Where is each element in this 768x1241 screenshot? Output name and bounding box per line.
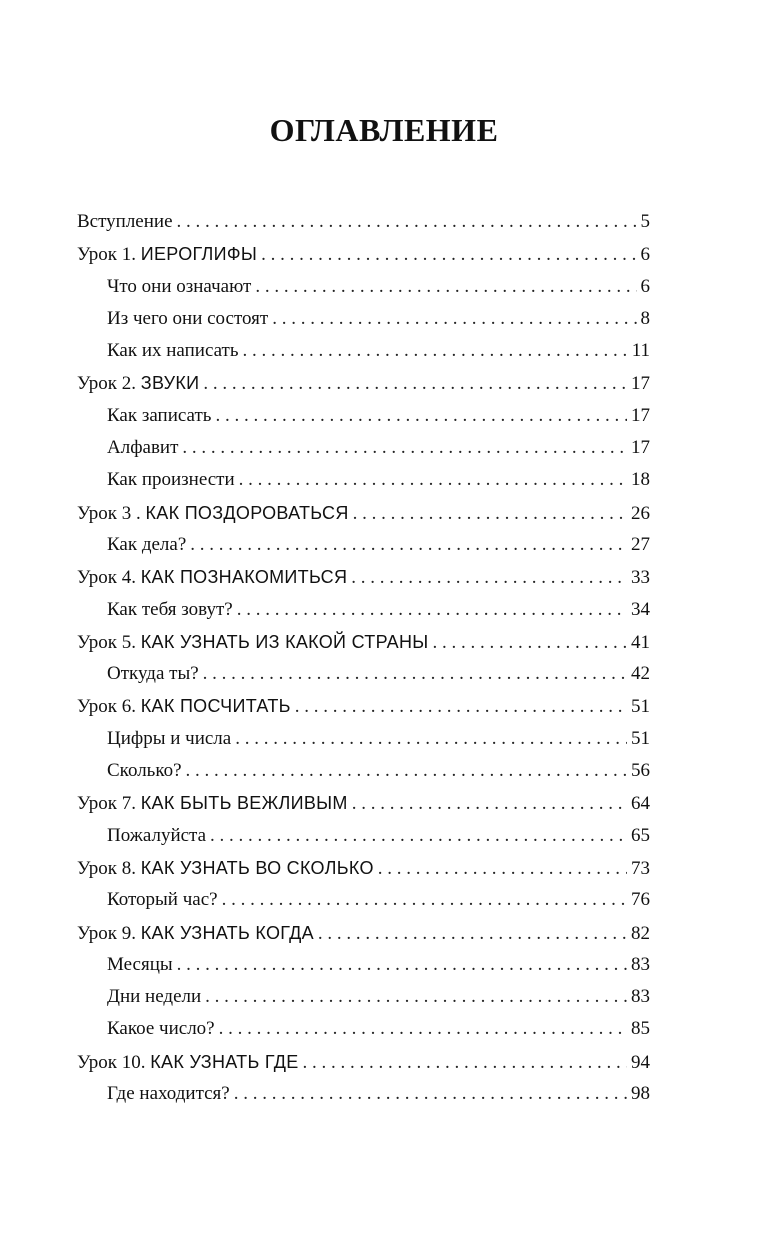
toc-entry-label (107, 335, 239, 367)
dot-leader (215, 400, 627, 432)
toc-entry-label (107, 820, 206, 852)
toc-entry[interactable] (0, 626, 768, 658)
dot-leader (295, 691, 627, 723)
toc-entry-label (107, 981, 201, 1013)
dot-leader (353, 498, 627, 530)
toc-subentry[interactable] (0, 658, 768, 690)
toc-entry-prefix: Урок 10. (77, 1051, 151, 1073)
toc-entry-label (107, 529, 186, 561)
toc-page-number: 41 (631, 631, 650, 653)
toc-page-number: 33 (631, 567, 650, 589)
toc-subentry[interactable] (0, 303, 768, 335)
dot-leader (255, 271, 636, 303)
toc-subentry[interactable] (0, 1078, 768, 1110)
dot-leader (190, 529, 627, 561)
toc-entry-label (77, 367, 199, 400)
toc-entry-label (107, 1078, 230, 1110)
toc-page-number: 6 (640, 275, 650, 297)
toc-page-number: 8 (640, 307, 650, 329)
toc-subentry[interactable] (0, 820, 768, 852)
toc-entry-label (107, 755, 182, 787)
toc-entry[interactable] (0, 1046, 768, 1078)
toc-entry-prefix: Урок 8. (77, 857, 141, 879)
toc-entry-title: КАК УЗНАТЬ ВО СКОЛЬКО (140, 857, 374, 878)
toc-entry-title: КАК ПОЗДОРОВАТЬСЯ (145, 502, 349, 523)
toc-entry-prefix: Как их написать (107, 340, 239, 362)
dot-leader (182, 432, 627, 464)
toc-entry-label (107, 303, 268, 335)
toc-entry[interactable] (0, 561, 768, 593)
toc-entry-prefix: Где находится? (107, 1083, 230, 1105)
toc-page-number: 82 (631, 922, 650, 944)
toc-subentry[interactable] (0, 981, 768, 1013)
dot-leader (177, 206, 637, 238)
dot-leader (261, 239, 636, 271)
dot-leader (219, 1013, 627, 1045)
toc-entry-label (77, 787, 348, 820)
toc-entry[interactable] (0, 497, 768, 529)
dot-leader (203, 658, 627, 690)
toc-entry[interactable] (0, 238, 768, 270)
toc-entry-title: КАК БЫТЬ ВЕЖЛИВЫМ (140, 793, 348, 814)
toc-entry-prefix: Урок 7. (77, 793, 141, 815)
toc-page-number: 18 (631, 469, 650, 491)
toc-entry-prefix: Дни недели (107, 986, 202, 1008)
toc-page-number: 83 (631, 986, 650, 1008)
toc-page-number: 27 (631, 533, 650, 555)
toc-entry-title: ИЕРОГЛИФЫ (140, 244, 258, 265)
toc-entry[interactable] (0, 852, 768, 884)
toc-page-number: 76 (631, 889, 650, 911)
dot-leader (351, 562, 627, 594)
toc-entry-prefix: Урок 5. (77, 631, 141, 653)
page-title: ОГЛАВЛЕНИЕ (269, 112, 499, 148)
toc-entry-label (77, 561, 347, 594)
dot-leader (318, 918, 627, 950)
dot-leader (272, 303, 636, 335)
dot-leader (243, 335, 628, 367)
toc-entry-label (77, 206, 173, 238)
toc-entry-label (107, 594, 233, 626)
toc-entry[interactable] (0, 917, 768, 949)
toc-entry-prefix: Как записать (107, 404, 212, 426)
toc-subentry[interactable] (0, 335, 768, 367)
dot-leader (222, 884, 627, 916)
toc-page-number: 6 (640, 244, 650, 266)
toc-entry-prefix: Из чего они состоят (107, 307, 269, 329)
toc-entry-label (77, 1046, 299, 1079)
toc-entry-label (77, 852, 374, 885)
toc-entry[interactable] (0, 206, 768, 238)
toc-entry-prefix: Цифры и числа (107, 727, 232, 749)
toc-page-number: 51 (631, 696, 650, 718)
toc-subentry[interactable] (0, 1013, 768, 1045)
toc-subentry[interactable] (0, 949, 768, 981)
toc-page-number: 98 (631, 1083, 650, 1105)
toc-entry-prefix: Пожалуйста (107, 824, 207, 846)
toc-subentry[interactable] (0, 723, 768, 755)
toc-entry-prefix: Урок 9. (77, 922, 141, 944)
dot-leader (235, 723, 627, 755)
toc-entry-label (107, 432, 178, 464)
toc-page-number: 94 (631, 1051, 650, 1073)
toc-entry-prefix: Как тебя зовут? (107, 598, 233, 620)
toc-entry-label (107, 1013, 215, 1045)
toc-entry-prefix: Сколько? (107, 760, 182, 782)
toc-page-number: 34 (631, 598, 650, 620)
toc-entry-prefix: Урок 4. (77, 567, 141, 589)
dot-leader (352, 788, 627, 820)
toc-entry-title: ЗВУКИ (140, 373, 200, 394)
dot-leader (234, 1078, 627, 1110)
toc-entry-title: КАК УЗНАТЬ ГДЕ (150, 1051, 299, 1072)
toc-entry-label (77, 238, 257, 271)
toc-entry-prefix: Алфавит (107, 437, 179, 459)
toc-subentry[interactable] (0, 464, 768, 496)
toc-subentry[interactable] (0, 432, 768, 464)
toc-entry-prefix: Как произнести (107, 469, 235, 491)
toc-entry-prefix: Откуда ты? (107, 663, 199, 685)
toc-page-number: 56 (631, 760, 650, 782)
toc-entry-title: КАК УЗНАТЬ КОГДА (140, 922, 314, 943)
toc-subentry[interactable] (0, 400, 768, 432)
toc-page-number: 83 (631, 953, 650, 975)
toc-entry-prefix: Как дела? (107, 533, 187, 555)
toc-entry-label (77, 497, 349, 530)
toc-entry-label (77, 690, 291, 723)
toc-entry-label (107, 884, 218, 916)
toc-page-number: 11 (631, 340, 650, 362)
dot-leader (203, 368, 627, 400)
toc-entry-label (107, 464, 235, 496)
toc-entry-label (107, 400, 211, 432)
toc-subentry[interactable] (0, 755, 768, 787)
toc-entry[interactable] (0, 787, 768, 819)
toc-page-number: 73 (631, 857, 650, 879)
dot-leader (303, 1047, 627, 1079)
toc-subentry[interactable] (0, 529, 768, 561)
toc-entry-prefix: Который час? (107, 889, 218, 911)
toc-entry-label (77, 626, 429, 659)
toc-entry-label (107, 949, 173, 981)
toc-entry-title: КАК ПОСЧИТАТЬ (140, 696, 291, 717)
toc-page-number: 17 (631, 373, 650, 395)
dot-leader (186, 755, 627, 787)
toc-entry-prefix: Какое число? (107, 1018, 215, 1040)
toc-entry-label (77, 917, 314, 950)
toc-entry-prefix: Что они означают (107, 275, 252, 297)
toc-entry-prefix: Урок 1. (77, 244, 141, 266)
dot-leader (205, 981, 627, 1013)
toc-entry-label (107, 271, 251, 303)
dot-leader (378, 853, 627, 885)
toc-page-number: 51 (631, 727, 650, 749)
toc-entry-prefix: Урок 6. (77, 696, 141, 718)
toc-entry-title: КАК УЗНАТЬ ИЗ КАКОЙ СТРАНЫ (140, 631, 429, 652)
toc-subentry[interactable] (0, 594, 768, 626)
toc-entry[interactable] (0, 367, 768, 399)
toc-page-number: 85 (631, 1018, 650, 1040)
toc-entry-prefix: Урок 2. (77, 373, 141, 395)
toc-entry-label (107, 723, 231, 755)
toc-page-number: 64 (631, 793, 650, 815)
dot-leader (237, 594, 627, 626)
dot-leader (177, 949, 627, 981)
toc-page-number: 17 (631, 437, 650, 459)
toc-entry-label (107, 658, 199, 690)
toc-entry-prefix: Вступление (77, 211, 173, 232)
toc-entry-title: КАК ПОЗНАКОМИТЬСЯ (140, 567, 348, 588)
toc-page-number: 17 (631, 404, 650, 426)
toc-entry[interactable] (0, 690, 768, 722)
dot-leader (210, 820, 627, 852)
toc-page-number: 65 (631, 824, 650, 846)
toc-subentry[interactable] (0, 271, 768, 303)
dot-leader (239, 464, 627, 496)
toc-page-number: 42 (631, 663, 650, 685)
table-of-contents (0, 206, 768, 1110)
toc-subentry[interactable] (0, 884, 768, 916)
dot-leader (433, 627, 627, 659)
toc-page-number: 5 (640, 211, 650, 232)
toc-page-number: 26 (631, 502, 650, 524)
toc-entry-prefix: Месяцы (107, 953, 173, 975)
toc-entry-prefix: Урок 3 . (77, 502, 146, 524)
